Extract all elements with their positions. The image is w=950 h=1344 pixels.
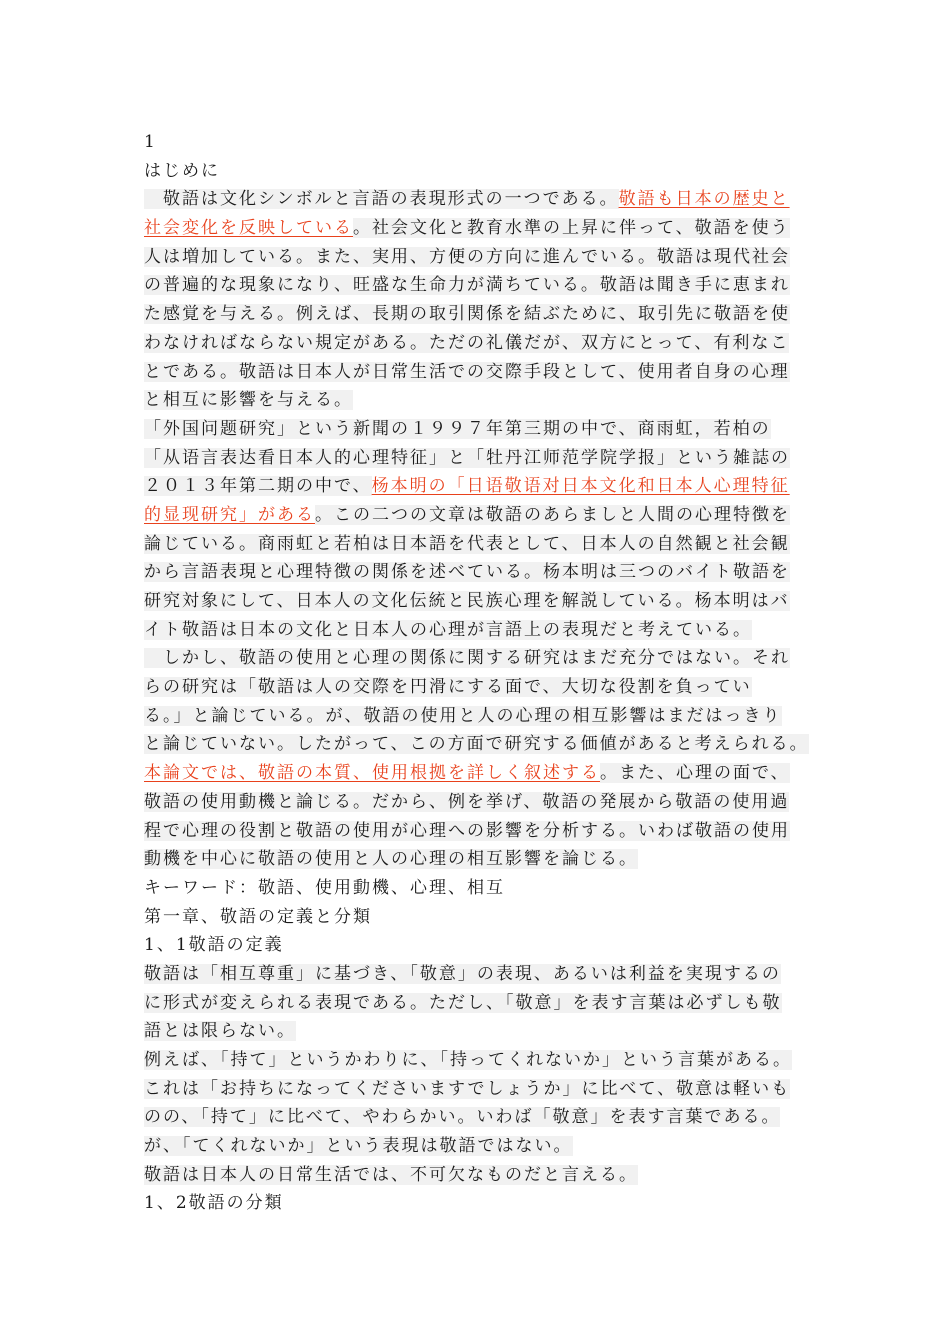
intro-p3-line bbox=[144, 730, 824, 759]
intro-p2-line bbox=[144, 616, 824, 645]
text-run: のの、「持て」に比べて、やわらかい。いわば「敬意」を表す言葉である。 bbox=[144, 1107, 781, 1128]
text-run: に形式が変えられる表現である。ただし、「敬意」を表す言葉は必ずしも敬 bbox=[144, 992, 782, 1013]
daily-life-line bbox=[144, 1161, 824, 1190]
text-run: ２０１３年第二期の中で、 bbox=[144, 476, 372, 497]
intro-p3-line bbox=[144, 702, 824, 731]
intro-p2-line bbox=[144, 558, 824, 587]
text-run: から言語表現と心理特徴の関係を述べている。杨本明は三つのバイト敬語を bbox=[144, 562, 790, 583]
page-number: 1 bbox=[144, 132, 157, 152]
intro-p3-line bbox=[144, 788, 824, 817]
chapter-title: 第一章、敬語の定義と分類 bbox=[144, 906, 372, 927]
text-run: イト敬語は日本の文化と日本人の心理が言語上の表現だと考えている。 bbox=[144, 619, 752, 640]
intro-p1-line bbox=[144, 358, 824, 387]
text-run: 敬語の使用動機と論じる。だから、例を挙げ、敬語の発展から敬語の使用過 bbox=[144, 791, 790, 812]
intro-p1-line bbox=[144, 243, 824, 272]
intro-p1-line bbox=[144, 271, 824, 300]
text-run: わなければならない規定がある。ただの礼儀だが、双方にとって、有利なこ bbox=[144, 332, 790, 353]
text-run: 語とは限らない。 bbox=[144, 1021, 296, 1042]
subsection-title: 1、2敬語の分類 bbox=[144, 1193, 284, 1214]
text-run: と相互に影響を与える。 bbox=[144, 390, 353, 411]
text-run: しかし、敬語の使用と心理の関係に関する研究はまだ充分ではない。それ bbox=[144, 648, 790, 669]
text-run: 「从语言表达看日本人的心理特征」と「牡丹江师范学院学报」という雑誌の bbox=[144, 447, 790, 468]
text-run: これは「お持ちになってくださいますでしょうか」に比べて、敬意は軽いも bbox=[144, 1078, 791, 1099]
section-title-intro: はじめに bbox=[144, 160, 220, 181]
text-run: 例えば、「持て」というかわりに、「持ってくれないか」という言葉がある。 bbox=[144, 1050, 792, 1070]
definition-line bbox=[144, 989, 824, 1018]
intro-p3-line bbox=[144, 759, 824, 788]
example-line bbox=[144, 1103, 824, 1132]
intro-p1-line bbox=[144, 300, 824, 329]
intro-p3-line bbox=[144, 845, 824, 874]
intro-p3-line bbox=[144, 817, 824, 846]
intro-p1-line bbox=[144, 214, 824, 243]
intro-p1-line bbox=[144, 185, 824, 214]
definition-line bbox=[144, 1017, 824, 1046]
intro-p2-line bbox=[144, 530, 824, 559]
text-run: た感覚を与える。例えば、長期の取引関係を結ぶために、取引先に敬語を使 bbox=[144, 304, 790, 325]
marked-text: 杨本明の「日语敬语对日本文化和日本人心理特征 bbox=[371, 476, 790, 497]
text-run: 程で心理の役割と敬語の使用が心理への影響を分析する。いわば敬語の使用 bbox=[144, 820, 790, 841]
text-run: 。社会文化と教育水準の上昇に伴って、敬語を使う bbox=[353, 218, 790, 239]
intro-p1-line bbox=[144, 329, 824, 358]
intro-p2-line bbox=[144, 415, 824, 444]
subsection-title: 1、1敬語の定義 bbox=[144, 935, 284, 956]
text-run: 。この二つの文章は敬語のあらましと人間の心理特徴を bbox=[315, 504, 790, 525]
text-run: 論じている。商雨虹と若柏は日本語を代表として、日本人の自然観と社会観 bbox=[144, 533, 790, 554]
marked-text: 本論文では、敬語の本質、使用根拠を詳しく叙述する bbox=[144, 763, 600, 784]
text-run: らの研究は「敬語は人の交際を円滑にする面で、大切な役割を負ってい bbox=[144, 677, 752, 698]
marked-text: 社会変化を反映している bbox=[144, 218, 353, 239]
intro-p1-line bbox=[144, 386, 824, 415]
text-run: 敬語は文化シンボルと言語の表現形式の一つである。 bbox=[144, 189, 619, 210]
text-run: 研究対象にして、日本人の文化伝統と民族心理を解説している。杨本明はバ bbox=[144, 591, 790, 611]
text-run: と論じていない。したがって、この方面で研究する価値があると考えられる。 bbox=[144, 734, 809, 755]
intro-p3-line bbox=[144, 673, 824, 702]
text-run: の普遍的な現象になり、旺盛な生命力が満ちている。敬語は聞き手に恵まれ bbox=[144, 275, 790, 296]
definition-line bbox=[144, 960, 824, 989]
intro-p2-line bbox=[144, 501, 824, 530]
text-run: とである。敬語は日本人が日常生活での交際手段として、使用者自身の心理 bbox=[144, 361, 790, 382]
text-run: 人は増加している。また、実用、方便の方向に進んでいる。敬語は現代社会 bbox=[144, 246, 790, 267]
example-line bbox=[144, 1075, 824, 1104]
intro-p3-line bbox=[144, 644, 824, 673]
intro-p2-line bbox=[144, 587, 824, 616]
intro-p2-line bbox=[144, 472, 824, 501]
text-run: 「外国问题研究」という新聞の１９９７年第三期の中で、商雨虹，若柏の bbox=[144, 418, 771, 439]
intro-p2-line bbox=[144, 444, 824, 473]
document-body bbox=[144, 128, 824, 1218]
example-line bbox=[144, 1046, 824, 1075]
keywords: キーワード：敬語、使用動機、心理、相互 bbox=[144, 877, 505, 898]
example-line bbox=[144, 1132, 824, 1161]
text-run: 。また、心理の面で、 bbox=[600, 763, 790, 784]
text-run: 敬語は日本人の日常生活では、不可欠なものだと言える。 bbox=[144, 1164, 638, 1185]
marked-text: 的显现研究」がある bbox=[144, 504, 315, 525]
marked-text: 敬語も日本の歴史と bbox=[618, 189, 790, 210]
text-run: 敬語は「相互尊重」に基づき、「敬意」の表現、あるいは利益を実現するの bbox=[144, 963, 781, 984]
text-run: が、「てくれないか」という表現は敬語ではない。 bbox=[144, 1136, 573, 1157]
text-run: 動機を中心に敬語の使用と人の心理の相互影響を論じる。 bbox=[144, 849, 638, 870]
text-run: る。」と論じている。が、敬語の使用と人の心理の相互影響はまだはっきり bbox=[144, 705, 782, 726]
